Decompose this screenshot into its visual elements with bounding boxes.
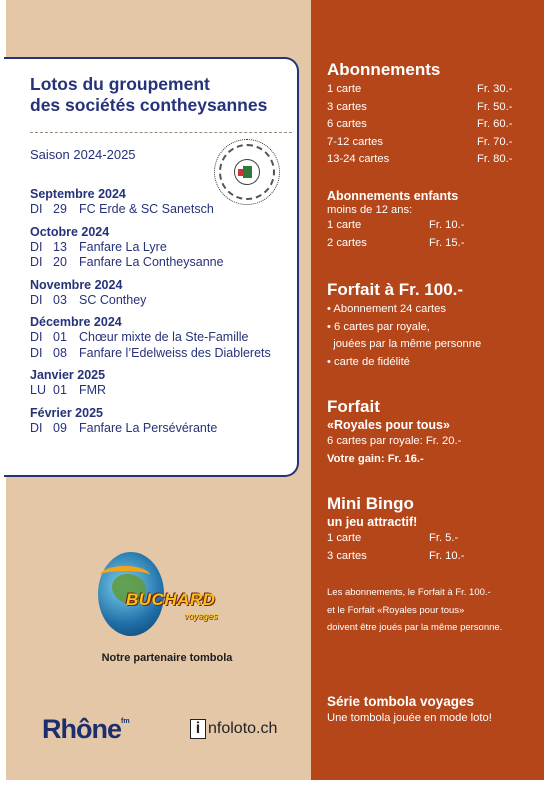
price-row [327, 548, 537, 566]
abonnements-title: Abonnements [327, 60, 441, 79]
event-day: DI [30, 292, 43, 307]
title-line-1: Lotos du groupement [30, 74, 210, 94]
event-date: 03 [53, 292, 67, 307]
price-label: 3 cartes [327, 549, 367, 562]
month-heading: Octobre 2024 [30, 224, 110, 239]
month-heading: Janvier 2025 [30, 368, 106, 382]
schedule-title [30, 74, 295, 116]
title-line-2: des sociétés contheysannes [30, 95, 268, 115]
note-section [327, 584, 537, 637]
price-value: Fr. 50.- [477, 100, 513, 113]
event-day: DI [30, 420, 43, 435]
sponsor-brand: BUCHARD [126, 590, 216, 609]
event-name: FC Erde & SC Sanetsch [79, 202, 214, 216]
event-day: LU [30, 383, 46, 397]
event-day: DI [30, 239, 43, 254]
partner-text: Notre partenaire tombola [101, 652, 233, 664]
event-row [30, 383, 295, 399]
forfait100-item: • Abonnement 24 cartes [327, 303, 446, 315]
enfants-section [327, 188, 537, 252]
forfait-line1: 6 cartes par royale: Fr. 20.- [327, 435, 462, 447]
forfait-gain: Votre gain: Fr. 16.- [327, 452, 424, 465]
price-label: 7-12 cartes [327, 135, 383, 148]
serie-section [327, 694, 537, 728]
note-line: et le Forfait «Royales pour tous» [327, 604, 465, 616]
serie-text: Une tombola jouée en mode loto! [327, 712, 492, 724]
enfants-subtitle: moins de 12 ans: [327, 204, 413, 216]
price-label: 1 carte [327, 83, 362, 95]
forfait-title: Forfait [327, 397, 380, 416]
price-row [327, 99, 537, 117]
forfait100-section [327, 280, 537, 371]
price-value: Fr. 10.- [429, 549, 465, 562]
price-row [327, 530, 537, 548]
month-heading: Février 2025 [30, 405, 103, 420]
event-name: Fanfare l’Edelweiss des Diablerets [79, 345, 271, 360]
event-row [30, 346, 295, 362]
divider [30, 132, 292, 133]
event-row [30, 202, 295, 218]
bingo-subtitle: un jeu attractif! [327, 515, 418, 529]
event-date: 29 [53, 202, 67, 216]
serie-title: Série tombola voyages [327, 694, 475, 709]
buchard-logo [88, 550, 244, 650]
event-date: 01 [53, 330, 67, 344]
rhone-fm-logo: Rhône$^{fm}$ [42, 714, 130, 744]
event-name: Fanfare La Persévérante [79, 420, 218, 435]
price-row [327, 217, 537, 235]
forfait100-item: jouées par la même personne [327, 338, 482, 350]
info-icon: i [190, 719, 206, 739]
note-line: Les abonnements, le Forfait à Fr. 100.- [327, 587, 491, 598]
event-date: 13 [53, 239, 67, 254]
infoloto-logo: i nfoloto.ch [190, 719, 277, 739]
forfait100-item: • carte de fidélité [327, 355, 410, 368]
event-date: 09 [53, 420, 67, 435]
event-row [30, 421, 295, 437]
event-day: DI [30, 345, 43, 360]
event-name: Chœur mixte de la Ste-Famille [79, 330, 249, 344]
month-heading: Novembre 2024 [30, 277, 123, 292]
price-row [327, 134, 537, 152]
event-name: SC Conthey [79, 292, 147, 307]
months-list [30, 187, 295, 436]
lotos-schedule-card [4, 57, 299, 477]
event-day: DI [30, 255, 43, 269]
forfait-section [327, 397, 537, 468]
month-heading: Décembre 2024 [30, 315, 122, 329]
price-value: Fr. 10.- [429, 219, 465, 231]
event-row [30, 330, 295, 346]
price-value: Fr. 60.- [477, 118, 513, 130]
forfait100-title: Forfait à Fr. 100.- [327, 280, 464, 299]
event-row [30, 255, 295, 271]
price-row [327, 116, 537, 134]
enfants-title: Abonnements enfants [327, 189, 459, 203]
price-value: Fr. 80.- [477, 153, 513, 165]
price-value: Fr. 5.- [429, 532, 459, 544]
month-heading: Septembre 2024 [30, 187, 126, 201]
bingo-section [327, 494, 537, 565]
event-row [30, 293, 295, 309]
price-label: 13-24 cartes [327, 153, 390, 165]
season-label: Saison 2024-2025 [30, 147, 136, 162]
price-label: 6 cartes [327, 118, 367, 130]
event-day: DI [30, 330, 43, 344]
price-value: Fr. 15.- [429, 236, 465, 249]
price-row [327, 151, 537, 169]
event-date: 08 [53, 345, 67, 360]
price-row [327, 235, 537, 253]
price-row [327, 81, 537, 99]
price-label: 1 carte [327, 532, 362, 544]
event-name: Fanfare La Lyre [79, 239, 167, 254]
event-day: DI [30, 202, 43, 216]
price-value: Fr. 30.- [477, 83, 513, 95]
price-label: 3 cartes [327, 100, 367, 113]
price-label: 1 carte [327, 219, 362, 231]
price-value: Fr. 70.- [477, 135, 513, 148]
event-name: Fanfare La Contheysanne [79, 255, 224, 269]
price-label: 2 cartes [327, 236, 367, 249]
event-row [30, 240, 295, 256]
event-date: 01 [53, 383, 67, 397]
note-line: doivent être joués par la même personne. [327, 622, 503, 633]
event-name: FMR [79, 383, 107, 397]
prices-panel [311, 0, 544, 780]
event-date: 20 [53, 255, 67, 269]
sponsor-sub: voyages [184, 611, 218, 621]
abonnements-section [327, 60, 537, 169]
forfait-subtitle: «Royales pour tous» [327, 418, 450, 432]
forfait100-item: • 6 cartes par royale, [327, 320, 430, 333]
bingo-title: Mini Bingo [327, 494, 414, 513]
